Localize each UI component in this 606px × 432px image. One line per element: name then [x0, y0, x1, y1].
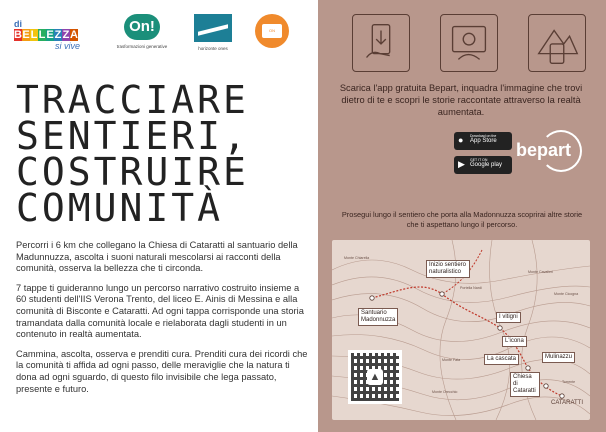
bepart-wordmark: bepart: [516, 140, 572, 160]
dbs-letter: Z: [62, 29, 70, 41]
stop-marker: [544, 384, 548, 388]
trail-map: [332, 240, 590, 420]
google-play-label: Google play: [470, 162, 503, 168]
stop-marker: [526, 366, 530, 370]
on-caption: trasformazioni generative: [116, 44, 168, 49]
stop-marker: [560, 394, 564, 398]
right-panel: [318, 0, 606, 432]
horizons-mark: [194, 14, 232, 42]
map-label-santuario: Santuario Madonnuzza: [358, 308, 398, 326]
on-logo: [112, 14, 172, 50]
dbs-letter: E: [22, 29, 30, 41]
app-store-button[interactable]: [454, 132, 512, 150]
app-instructions: Scarica l'app gratuita Bepart, inquadra l'immagine che trovi dietro di te e scopri le storie raccontate attraverso la realtà aumentata.: [339, 83, 583, 117]
dbs-line1: di: [14, 19, 22, 29]
apple-icon: ●: [458, 135, 464, 145]
body-text: [16, 240, 312, 403]
on-square-badge: ON SQUARE: [262, 24, 282, 38]
download-app-icon: [352, 14, 410, 72]
logo-row: [12, 14, 312, 58]
di-bellezza-si-vive-logo: [14, 20, 90, 51]
qr-pattern: [351, 353, 399, 401]
dbs-letter: A: [70, 29, 78, 41]
augmented-reality-icon: [528, 14, 586, 72]
dbs-line3: si vive: [54, 41, 80, 51]
on-square-logo: [250, 14, 294, 48]
dbs-letter: L: [30, 29, 38, 41]
map-label-icona: L'icona: [502, 336, 527, 347]
page-title: [16, 78, 316, 230]
horizons-caption: horizonte ones: [198, 46, 228, 51]
map-label-mulinazzu: Mulinazzu: [542, 352, 575, 363]
dbs-word: [14, 29, 90, 41]
horizons-logo: [184, 14, 242, 52]
app-store-label: App Store: [470, 138, 497, 144]
body-paragraph: Cammina, ascolta, osserva e prenditi cura. Prenditi cura dei ricordi che la comunità ti affida ad ogni passo, delle meraviglie che la natura ti dona ad ogni sguardo, di questo filo invisibile che lega passato, presente e futuro.: [16, 348, 308, 394]
qr-code[interactable]: [348, 350, 402, 404]
title-line: TRACCIARE: [16, 78, 249, 122]
map-label-inizio: Inizio sentiero naturalistico: [426, 260, 470, 278]
title-line: SENTIERI,: [16, 114, 249, 158]
map-label-cataratti: CATARATTI: [551, 400, 583, 406]
triangle-logo-icon: ▲: [367, 369, 383, 385]
map-small-label: Monte Cavalieri: [528, 270, 553, 274]
body-paragraph: 7 tappe ti guideranno lungo un percorso narrativo costruito insieme a 60 studenti dell'IIS Verona Trento, del liceo E. Ainis di Messina e alla comunità di Bisconte e Cataratti. Ad ogni tappa corrisponde una storia tramandata dalla comunità locale e rielaborata dagli studenti in un contenuto in realtà aumentata.: [16, 282, 304, 340]
stop-marker: [440, 292, 444, 296]
play-icon: ▶: [458, 159, 465, 169]
google-play-small: GET IT ON: [470, 158, 488, 162]
google-play-button[interactable]: [454, 156, 512, 174]
dbs-letter: B: [14, 29, 22, 41]
map-label-chiesa: Chiesa di Cataratti: [510, 372, 540, 397]
trail-prompt: Prosegui lungo il sentiero che porta alla Madonnuzza scoprirai altre storie che ti aspettano lungo il percorso.: [341, 210, 583, 229]
map-small-label: Monte Chiarella: [344, 256, 370, 260]
map-small-label: Monte Fata: [442, 358, 461, 362]
map-small-label: Monte Cicogna: [554, 292, 579, 296]
title-line: COMUNITÀ: [16, 186, 224, 230]
map-small-label: Monte Orecchio: [432, 390, 458, 394]
map-label-vitigni: I vitigni: [496, 312, 521, 323]
dbs-letter: Z: [54, 29, 62, 41]
instruction-icons: [352, 14, 586, 76]
stop-marker: [498, 326, 502, 330]
on-square-mark: [255, 14, 289, 48]
store-badges: [454, 132, 514, 180]
map-small-label: Portella Nardi: [460, 286, 482, 290]
frame-image-icon: [440, 14, 498, 72]
app-store-small: Download on the: [470, 134, 497, 138]
map-label-cascata: La cascata: [484, 354, 519, 365]
title-line: COSTRUIRE: [16, 150, 249, 194]
dbs-letter: E: [46, 29, 54, 41]
dbs-letter: L: [38, 29, 46, 41]
stop-marker: [370, 296, 374, 300]
bepart-logo: [516, 130, 586, 174]
body-paragraph: Percorri i 6 km che collegano la Chiesa di Cataratti al santuario della Madunnuzza, ascolta i suoni naturali mescolarsi ai racconti della comunità, osserva la bellezza che ti circonda.: [16, 240, 298, 274]
on-mark: On!: [124, 14, 160, 40]
map-small-label: Torrente: [562, 380, 576, 384]
